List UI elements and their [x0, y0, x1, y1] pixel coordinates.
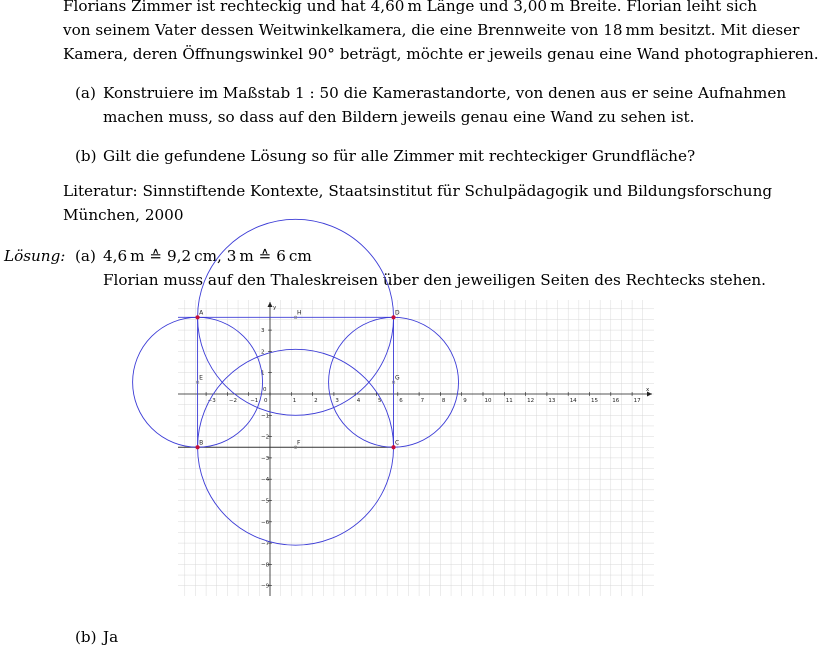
x-tick-label: 11: [505, 398, 513, 404]
x-axis-label: x: [646, 387, 650, 393]
solution-b-label: (b): [75, 628, 97, 646]
x-tick-label: −2: [228, 398, 238, 404]
intro-line: Kamera, deren Öffnungswinkel 90° beträgt, möchte er jeweils genau eine Wand photographieren.: [63, 45, 819, 63]
task-a-line: Konstruiere im Maßstab 1 : 50 die Kamerastandorte, von denen aus er seine Aufnahmen: [103, 84, 787, 102]
task-b-text: [103, 144, 733, 168]
y-tick-label: −8: [261, 562, 270, 569]
y-tick-label: −7: [261, 541, 270, 548]
y-tick-label: 2: [261, 349, 265, 356]
literature-line: Literatur: Sinnstiftende Kontexte, Staatsinstitut für Schulpädagogik und Bildungsforschung: [63, 182, 773, 200]
y-tick-label: −4: [261, 477, 270, 484]
point-label-B: B: [199, 439, 204, 447]
point-label-H: H: [297, 309, 302, 317]
thales-figure-svg: [178, 300, 654, 596]
x-tick-label: 12: [527, 398, 535, 404]
task-a-line: machen muss, so dass auf den Bildern jeweils genau eine Wand zu sehen ist.: [103, 108, 695, 126]
point-label-D: D: [395, 309, 400, 317]
y-tick-label: −2: [261, 434, 270, 441]
task-b-line: Gilt die gefundene Lösung so für alle Zimmer mit rechteckiger Grundfläche?: [103, 147, 696, 165]
x-tick-label: 2: [314, 398, 318, 404]
y-tick-label: 0: [263, 387, 267, 393]
solution-a-line1: 4,6 m ≙ 9,2 cm, 3 m ≙ 6 cm: [103, 247, 312, 265]
x-tick-label: 17: [633, 398, 641, 404]
y-tick-label: −5: [261, 498, 270, 505]
point-label-G: G: [395, 374, 400, 382]
point-label-F: F: [297, 439, 301, 447]
y-tick-label: −6: [261, 519, 270, 526]
solution-b-text: [103, 625, 733, 649]
intro-line: von seinem Vater dessen Weitwinkelkamera, die eine Brennweite von 18 mm besitzt. Mit dieser: [63, 21, 800, 39]
solution-heading: Lösung:: [4, 247, 66, 265]
x-tick-label: 7: [420, 398, 425, 404]
y-tick-label: 3: [261, 328, 265, 335]
task-b-label: (b): [75, 147, 97, 165]
point-label-E: E: [199, 374, 203, 382]
x-tick-label: 4: [356, 398, 361, 404]
x-tick-label: 8: [441, 398, 446, 404]
intro-line: Florians Zimmer ist rechteckig und hat 4,60 m Länge und 3,00 m Breite. Florian leiht sich: [63, 0, 758, 15]
thales-figure: [178, 300, 654, 596]
y-tick-label: −1: [261, 413, 270, 420]
x-tick-label: 0: [264, 398, 268, 404]
solution-b-answer: Ja: [103, 628, 119, 646]
task-a-label: (a): [75, 84, 96, 102]
x-tick-label: 5: [378, 398, 382, 404]
solution-a-line2: Florian muss auf den Thaleskreisen über den jeweiligen Seiten des Rechtecks stehen.: [103, 271, 766, 289]
y-tick-label: −3: [261, 455, 270, 462]
solution-a-label: (a): [75, 247, 96, 265]
x-tick-label: 10: [484, 398, 492, 404]
literature-line: München, 2000: [63, 206, 184, 224]
x-tick-label: 13: [548, 398, 556, 404]
x-tick-label: 16: [612, 398, 620, 404]
solution-a-text: [103, 244, 766, 292]
x-tick-label: 14: [569, 398, 577, 404]
x-tick-label: −3: [207, 398, 216, 404]
task-a-text: [103, 81, 787, 129]
x-tick-label: 1: [292, 398, 297, 404]
y-tick-label: 1: [261, 370, 265, 377]
x-tick-label: −1: [250, 398, 259, 404]
y-axis-arrow: [268, 302, 273, 307]
point-label-C: C: [395, 439, 400, 447]
x-tick-label: 9: [463, 398, 467, 404]
point-label-A: A: [199, 309, 204, 317]
literature-paragraph: [63, 179, 773, 227]
intro-paragraph: [63, 0, 819, 66]
x-tick-label: 6: [399, 398, 403, 404]
y-tick-label: −9: [261, 583, 270, 590]
x-tick-label: 15: [591, 398, 598, 404]
y-axis-label: y: [273, 305, 277, 311]
x-tick-label: 3: [335, 398, 339, 404]
